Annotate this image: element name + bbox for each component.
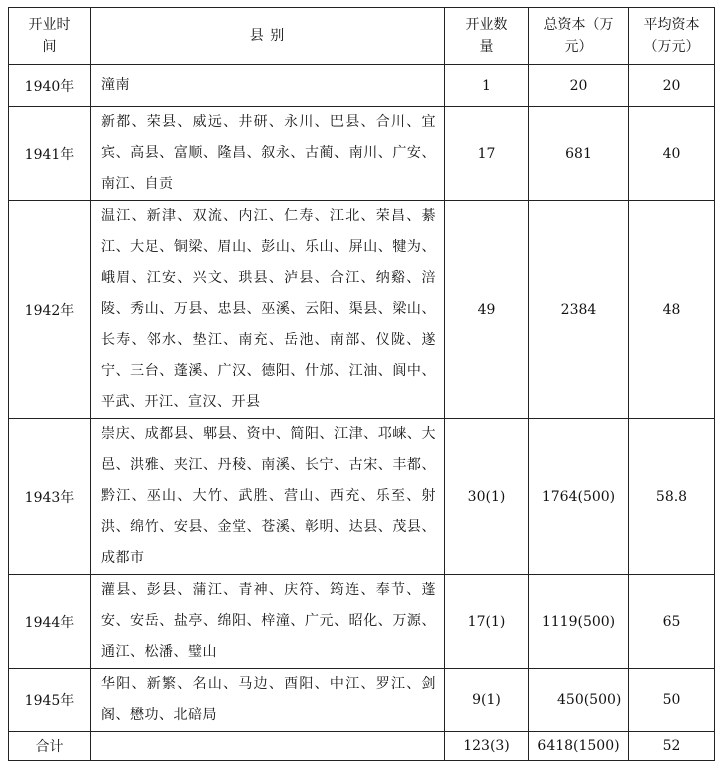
total-counties	[91, 732, 445, 761]
table-row	[9, 669, 715, 732]
capital-cell: 1764(500)	[529, 419, 629, 575]
count-cell: 1	[445, 65, 529, 107]
bank-opening-table	[8, 7, 715, 761]
table-row	[9, 419, 715, 575]
capital-cell: 20	[529, 65, 629, 107]
header-capital: 总资本（万元）	[529, 8, 629, 65]
table-row	[9, 201, 715, 419]
year-cell: 1942年	[9, 201, 91, 419]
total-capital: 6418(1500)	[529, 732, 629, 761]
capital-cell: 450(500)	[529, 669, 629, 732]
year-cell: 1943年	[9, 419, 91, 575]
year-cell: 1944年	[9, 575, 91, 669]
capital-cell: 2384	[529, 201, 629, 419]
year-cell: 1945年	[9, 669, 91, 732]
counties-cell: 新都、荣县、威远、井研、永川、巴县、合川、宜宾、高县、富顺、隆昌、叙永、古蔺、南川、广安、南江、自贡	[91, 107, 445, 201]
header-year: 开业时间	[9, 8, 91, 65]
capital-cell: 1119(500)	[529, 575, 629, 669]
counties-cell: 崇庆、成都县、郫县、资中、简阳、江津、邛崃、大邑、洪雅、夹江、丹稜、南溪、长宁、古宋、丰都、黔江、巫山、大竹、武胜、营山、西充、乐至、射洪、绵竹、安县、金堂、苍溪、彰明、达县、茂县、成都市	[91, 419, 445, 575]
header-count: 开业数量	[445, 8, 529, 65]
average-cell: 48	[629, 201, 715, 419]
capital-cell: 681	[529, 107, 629, 201]
total-count: 123(3)	[445, 732, 529, 761]
count-cell: 17(1)	[445, 575, 529, 669]
header-counties: 县 别	[91, 8, 445, 65]
average-cell: 50	[629, 669, 715, 732]
table-row	[9, 107, 715, 201]
year-cell: 1941年	[9, 107, 91, 201]
count-cell: 9(1)	[445, 669, 529, 732]
average-cell: 20	[629, 65, 715, 107]
average-cell: 65	[629, 575, 715, 669]
total-label: 合计	[9, 732, 91, 761]
counties-cell: 华阳、新繁、名山、马边、酉阳、中江、罗江、剑阁、懋功、北碚局	[91, 669, 445, 732]
table-row	[9, 65, 715, 107]
counties-cell: 潼南	[91, 65, 445, 107]
count-cell: 30(1)	[445, 419, 529, 575]
counties-cell: 温江、新津、双流、内江、仁寿、江北、荣昌、綦江、大足、铜梁、眉山、彭山、乐山、屏山、犍为、峨眉、江安、兴文、珙县、泸县、合江、纳谿、涪陵、秀山、万县、忠县、巫溪、云阳、渠县、梁山、长寿、邻水、垫江、南充、岳池、南部、仪陇、遂宁、三台、蓬溪、广汉、德阳、什邡、江油、阆中、平武、开江、宣汉、开县	[91, 201, 445, 419]
table-row	[9, 575, 715, 669]
header-average: 平均资本（万元）	[629, 8, 715, 65]
average-cell: 58.8	[629, 419, 715, 575]
total-row	[9, 732, 715, 761]
count-cell: 49	[445, 201, 529, 419]
count-cell: 17	[445, 107, 529, 201]
total-average: 52	[629, 732, 715, 761]
counties-cell: 灌县、彭县、蒲江、青神、庆符、筠连、奉节、蓬安、安岳、盐亭、绵阳、梓潼、广元、昭化、万源、通江、松潘、璧山	[91, 575, 445, 669]
year-cell: 1940年	[9, 65, 91, 107]
average-cell: 40	[629, 107, 715, 201]
header-row	[9, 8, 715, 65]
